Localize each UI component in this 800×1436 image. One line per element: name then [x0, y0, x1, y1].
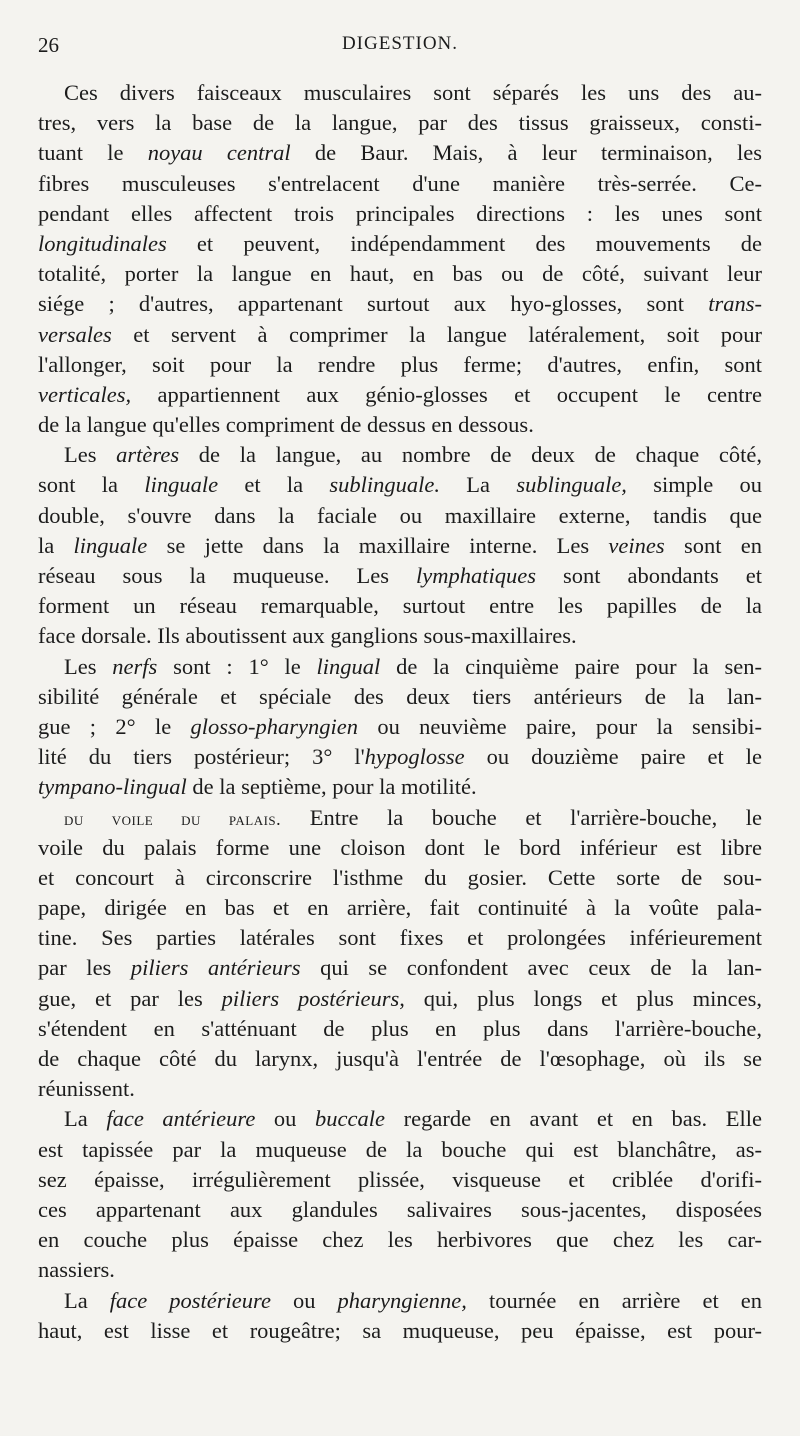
text-run: face postérieure [109, 1287, 271, 1313]
text-run: l'allonger, soit pour la rendre plus ferme; d'autres, enfin, sont [38, 351, 762, 377]
text-run: trans- [708, 291, 762, 317]
text-run: face antérieure [106, 1106, 256, 1132]
text-run: lymphatiques [416, 563, 537, 588]
text-run: buccale [315, 1106, 386, 1132]
text-line [38, 1316, 762, 1346]
text-run: pape, dirigée en bas et en arrière, fait continuité à la voûte pala- [38, 895, 762, 921]
text-run: tine. Ses parties latérales sont fixes et prolongées inférieurement [38, 925, 762, 951]
section-heading: du voile du palais. [64, 808, 282, 829]
text-run: versales [38, 321, 112, 347]
text-run: ou douzième paire et le [464, 744, 762, 770]
text-line [38, 78, 762, 108]
text-run: sez épaisse, irrégulièrement plissée, visqueuse et criblée d'orifi- [38, 1166, 762, 1192]
text-run: haut, est lisse et rougeâtre; sa muqueuse, peu épaisse, est pour- [38, 1317, 762, 1343]
text-run: La [440, 472, 517, 498]
text-run: hypoglosse [364, 744, 465, 770]
text-run: de la septième, pour la motilité. [186, 774, 477, 800]
text-run: La [64, 1287, 110, 1313]
text-line [38, 803, 762, 833]
text-line [38, 1225, 762, 1255]
text-run: sibilité générale et spéciale des deux tiers antérieurs de la lan- [38, 683, 762, 709]
text-run: siége ; d'autres, appartenant surtout aux hyo-glosses, sont [38, 291, 709, 317]
text-run: de la langue qu'elles compriment de dessus en dessous. [38, 412, 534, 438]
text-line [38, 108, 762, 138]
text-line [38, 1104, 762, 1134]
text-line [38, 289, 762, 319]
text-run: sont en [664, 532, 762, 558]
text-run: forment un réseau remarquable, surtout entre les papilles de la [38, 593, 762, 619]
text-line [38, 1195, 762, 1225]
text-run: de Baur. Mais, à leur terminaison, les [290, 140, 763, 166]
text-run: appartiennent aux génio-glosses et occupent le centre [131, 381, 762, 407]
text-run: veines [608, 532, 665, 558]
text-run: tres, vers la base de la langue, par des tissus graisseux, consti- [38, 110, 762, 136]
text-run: qui, plus longs et plus minces, [404, 985, 762, 1011]
text-run: de la langue, au nombre de deux de chaque côté, [179, 442, 762, 468]
text-line [38, 1014, 762, 1044]
text-run: verticales, [38, 381, 132, 407]
text-line [38, 1135, 762, 1165]
text-run: Entre la bouche et l'arrière-bouche, le [281, 804, 762, 830]
text-line [38, 652, 762, 682]
text-run: regarde en avant et en bas. Elle [385, 1106, 763, 1132]
text-run: voile du palais forme une cloison dont le bord inférieur est libre [38, 834, 762, 860]
text-run: simple ou [626, 472, 762, 498]
text-line [38, 410, 762, 440]
text-run: glosso-pharyngien [190, 713, 359, 739]
text-run: Les [64, 653, 113, 679]
text-run: La [64, 1106, 107, 1132]
text-run: sont abondants et [536, 563, 762, 588]
text-run: lingual [316, 653, 381, 679]
text-line [38, 350, 762, 380]
text-line [38, 440, 762, 470]
text-run: linguale [73, 532, 148, 558]
text-run: pharyngienne, [337, 1287, 467, 1313]
text-run: tournée en arrière et en [466, 1287, 762, 1313]
text-run: et la [218, 472, 330, 498]
text-line [38, 561, 762, 591]
text-run: de chaque côté du larynx, jusqu'à l'entrée de l'œsophage, où ils se [38, 1046, 762, 1071]
text-run: s'étendent en s'atténuant de plus en plus dans l'arrière-bouche, [38, 1015, 762, 1041]
text-run: noyau central [147, 140, 291, 166]
text-run: de la cinquième paire pour la sen- [380, 653, 762, 679]
text-line [38, 772, 762, 802]
text-run: et servent à comprimer la langue latéralement, soit pour [111, 321, 762, 347]
text-run: tympano-lingual [38, 774, 187, 800]
text-run: fibres musculeuses s'entrelacent d'une manière très-serrée. Ce- [38, 170, 762, 196]
text-run: en couche plus épaisse chez les herbivores que chez les car- [38, 1227, 762, 1253]
text-line [38, 591, 762, 621]
text-line [38, 742, 762, 772]
text-run: et concourt à circonscrire l'isthme du gosier. Cette sorte de sou- [38, 864, 762, 890]
text-run: nassiers. [38, 1257, 115, 1283]
text-run: piliers postérieurs, [221, 985, 405, 1011]
text-line [38, 380, 762, 410]
text-run: réseau sous la muqueuse. Les [38, 563, 417, 588]
text-run: sont : 1° le [157, 653, 317, 679]
text-run: gue ; 2° le [38, 713, 191, 739]
text-run: tuant le [38, 140, 148, 166]
text-run: ces appartenant aux glandules salivaires sous-jacentes, disposées [38, 1196, 762, 1222]
text-run: Les [64, 442, 117, 468]
text-run: se jette dans la maxillaire interne. Les [147, 532, 609, 558]
text-run: longitudinales [38, 230, 167, 256]
page-number: 26 [38, 33, 59, 57]
text-line [38, 1074, 762, 1104]
text-line [38, 621, 762, 651]
text-line [38, 863, 762, 893]
text-run: et peuvent, indépendamment des mouvements de [166, 230, 762, 256]
text-run: sublinguale. [329, 472, 441, 498]
text-line [38, 169, 762, 199]
text-run: piliers antérieurs [130, 955, 301, 981]
text-run: totalité, porter la langue en haut, en bas ou de côté, suivant leur [38, 261, 762, 287]
text-run: est tapissée par la muqueuse de la bouche qui est blanchâtre, as- [38, 1136, 762, 1162]
text-line [38, 531, 762, 561]
text-run: ou neuvième paire, pour la sensibi- [358, 713, 763, 739]
text-run: lité du tiers postérieur; 3° l' [38, 744, 365, 770]
text-run: pendant elles affectent trois principales directions : les unes sont [38, 200, 762, 226]
text-line [38, 1286, 762, 1316]
running-title: DIGESTION. [341, 33, 459, 54]
text-run: ou [255, 1106, 316, 1132]
text-line [38, 320, 762, 350]
text-run: sublinguale, [516, 472, 627, 498]
text-run: la [38, 532, 74, 558]
text-line [38, 1255, 762, 1285]
text-line [38, 501, 762, 531]
text-line [38, 712, 762, 742]
text-run: gue, et par les [38, 985, 222, 1011]
text-line [38, 953, 762, 983]
text-run: ou [270, 1287, 338, 1313]
text-run: nerfs [112, 653, 158, 679]
text-line [38, 1044, 762, 1074]
text-line [38, 923, 762, 953]
text-line [38, 470, 762, 500]
page-header [38, 33, 762, 63]
text-line [38, 833, 762, 863]
text-run: face dorsale. Ils aboutissent aux ganglions sous-maxillaires. [38, 623, 577, 649]
text-run: réunissent. [38, 1076, 135, 1102]
body-text [38, 78, 762, 1346]
text-line [38, 259, 762, 289]
text-line [38, 1165, 762, 1195]
text-run: artères [116, 442, 180, 468]
text-run: par les [38, 955, 131, 981]
text-run: linguale [144, 472, 219, 498]
text-line [38, 138, 762, 168]
text-line [38, 984, 762, 1014]
text-line [38, 199, 762, 229]
text-line [38, 893, 762, 923]
text-run: double, s'ouvre dans la faciale ou maxillaire externe, tandis que [38, 502, 762, 528]
text-line [38, 229, 762, 259]
text-line [38, 682, 762, 712]
text-run: qui se confondent avec ceux de la lan- [300, 955, 762, 981]
text-run: Ces divers faisceaux musculaires sont séparés les uns des au- [64, 80, 762, 105]
text-run: sont la [38, 472, 145, 498]
